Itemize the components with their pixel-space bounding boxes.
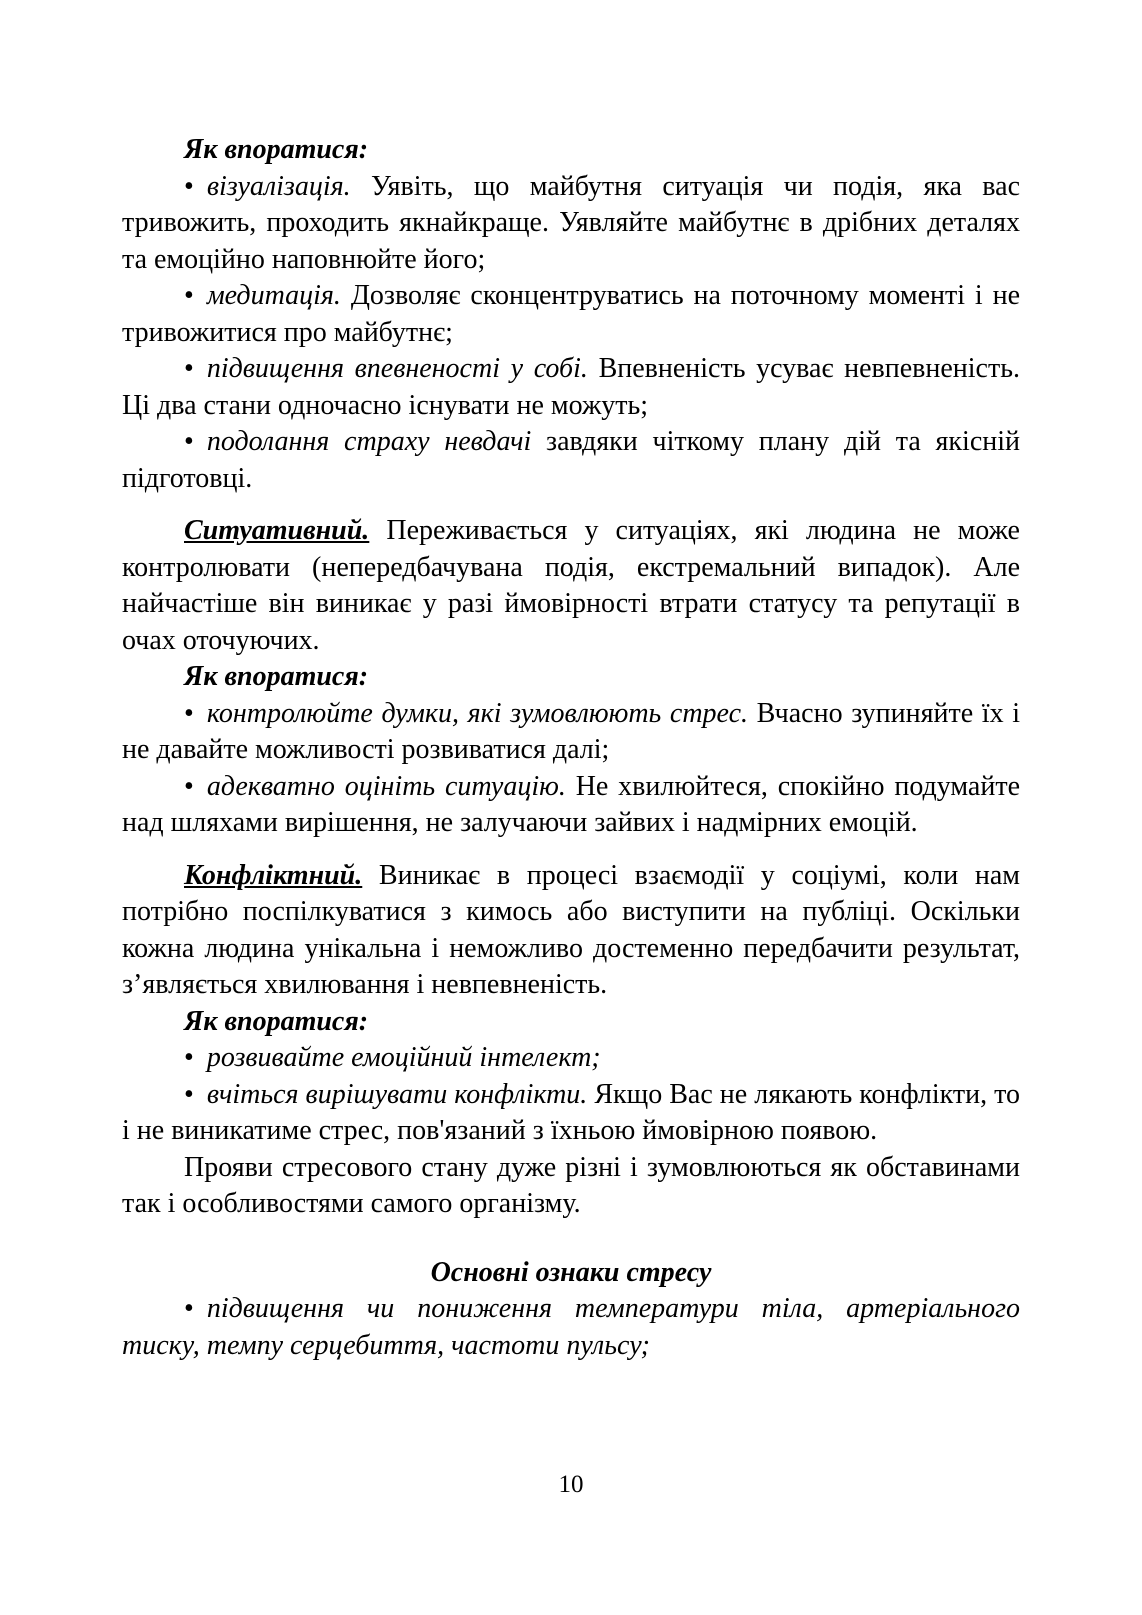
paragraph-stress-manifestations — [122, 1150, 1020, 1223]
page-text-area — [122, 132, 1020, 1364]
bullet-lead: візуалізація. — [206, 170, 351, 202]
bullet-item-confidence — [122, 351, 1020, 424]
bullet-text: завдяки чіткому плану дій та якісній підготовці. — [122, 426, 1020, 494]
heading-text: Як впоратися: — [184, 661, 369, 692]
bullet-item-visualization — [122, 169, 1020, 279]
bullet-icon: • — [184, 697, 194, 729]
bullet-lead: контролюйте думки, які зумовлюють стрес. — [206, 697, 749, 729]
bullet-item-fear-of-failure — [122, 424, 1020, 497]
bullet-icon: • — [184, 770, 194, 802]
bullet-item-emotional-intelligence — [122, 1040, 1020, 1077]
bullet-icon: • — [184, 1293, 194, 1324]
paragraph-situational-stress — [122, 513, 1020, 659]
section-heading-how-to-cope-2 — [122, 659, 1020, 696]
bullet-text: Впевненість усуває невпевненість. Ці два стани одночасно існувати не можуть; — [122, 353, 1020, 421]
bullet-lead: підвищення чи пониження температури тіла, артеріального тиску, темпу серцебиття, частоти пульсу; — [122, 1293, 1020, 1361]
bullet-item-temperature-pressure — [122, 1291, 1020, 1364]
paragraph-text: Прояви стресового стану дуже різні і зумовлюються як обставинами так і особливостями самого організму. — [122, 1151, 1020, 1219]
section-heading-how-to-cope-1 — [122, 132, 1020, 169]
bullet-icon: • — [184, 353, 194, 384]
bullet-lead: медитація. — [206, 280, 341, 311]
bullet-item-assess-situation — [122, 769, 1020, 842]
paragraph-text: Переживається у ситуаціях, які людина не може контролювати (непередбачувана подія, екстремальний випадок). Але найчастіше він виникає у разі ймовірності втрати статусу та репутації в очах оточуючих. — [122, 515, 1020, 656]
page-number: 10 — [558, 1471, 584, 1498]
section-heading-how-to-cope-3 — [122, 1004, 1020, 1041]
bullet-icon: • — [184, 280, 194, 311]
bullet-icon: • — [184, 426, 194, 457]
bullet-icon: • — [184, 1042, 194, 1073]
bullet-text: Вчасно зупиняйте їх і не давайте можливості розвиватися далі; — [122, 697, 1020, 765]
bullet-lead: адекватно оцініть ситуацію. — [206, 770, 566, 802]
bullet-lead: вчіться вирішувати конфлікти. — [206, 1078, 588, 1110]
heading-text: Основні ознаки стресу — [430, 1256, 712, 1288]
bullet-lead: підвищення впевненості у собі. — [206, 353, 588, 384]
bullet-item-meditation — [122, 278, 1020, 351]
bullet-text: Дозволяє сконцентруватись на поточному моменті і не тривожитися про майбутнє; — [122, 280, 1020, 348]
bullet-lead: розвивайте емоційний інтелект; — [206, 1042, 601, 1073]
bullet-text: Уявіть, що майбутня ситуація чи подія, яка вас тривожить, проходить якнайкраще. Уявляйте майбутнє в дрібних деталях та емоційно наповнюйте його; — [122, 170, 1020, 275]
bullet-item-control-thoughts — [122, 696, 1020, 769]
heading-text: Як впоратися: — [184, 1005, 369, 1037]
term-situational: Ситуативний. — [184, 515, 370, 546]
bullet-lead: подолання страху невдачі — [206, 426, 532, 457]
bullet-text: Не хвилюйтеся, спокійно подумайте над шляхами вирішення, не залучаючи зайвих і надмірних емоцій. — [122, 770, 1021, 838]
section-heading-main-signs-of-stress — [122, 1255, 1020, 1292]
paragraph-conflict-stress — [122, 858, 1020, 1004]
bullet-icon: • — [184, 1078, 194, 1110]
bullet-text: Якщо Вас не лякають конфлікти, то і не виникатиме стрес, пов'язаний з їхньою ймовірною появою. — [122, 1078, 1021, 1146]
term-conflict: Конфліктний. — [184, 859, 363, 891]
heading-text: Як впоратися: — [184, 134, 369, 165]
bullet-item-resolve-conflicts — [122, 1077, 1020, 1150]
bullet-icon: • — [184, 170, 194, 202]
paragraph-text: Виникає в процесі взаємодії у соціумі, коли нам потрібно поспілкуватися з кимось або виступити на публіці. Оскільки кожна людина унікальна і неможливо достеменно передбачити результат, з’являється хвилювання і невпевненість. — [122, 859, 1020, 1000]
